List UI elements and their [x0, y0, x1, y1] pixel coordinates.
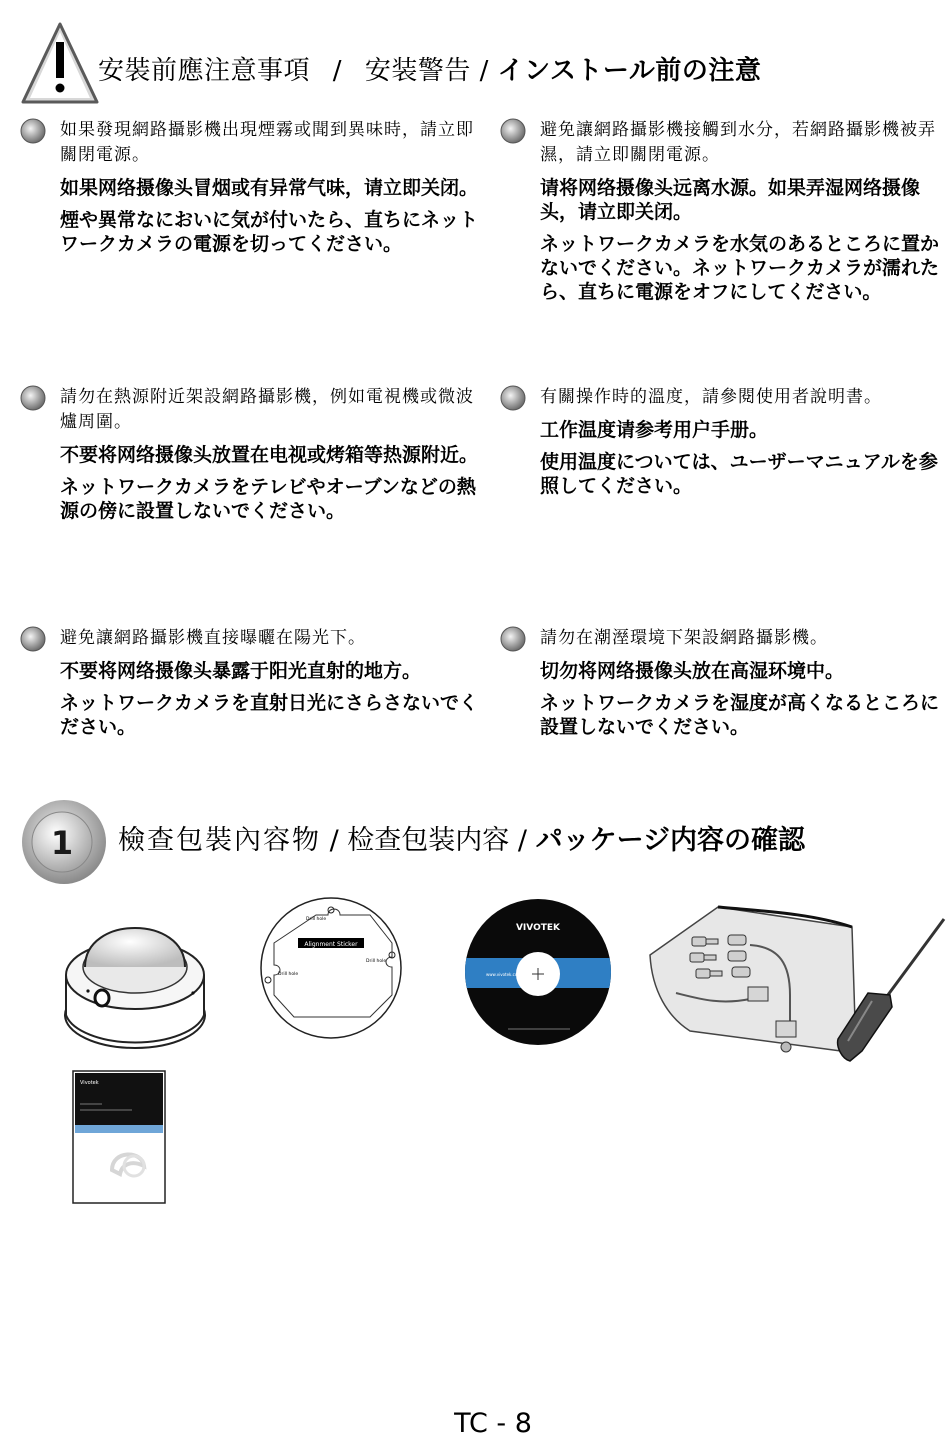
caution-text-jp: ネットワークカメラを直射日光にさらさないでください。 — [60, 692, 479, 738]
caution-temperature — [540, 385, 950, 498]
caution-text-tc: 如果發現網路攝影機出現煙霧或聞到異味時，請立即關閉電源。 — [60, 120, 474, 165]
caution-humidity — [540, 626, 950, 739]
drill-hole-label: Drill hole — [278, 972, 299, 977]
caution-sunlight — [60, 626, 480, 739]
section-title: 檢查包裝內容物 / 检查包装内容 / パッケージ内容の確認 — [118, 825, 806, 856]
step-number: 1 — [50, 824, 74, 862]
step-badge — [20, 798, 108, 886]
guide-brand: Vivotek — [80, 1080, 99, 1086]
bullet-icon — [18, 116, 48, 146]
caution-text-tc: 請勿在潮溼環境下架設網路攝影機。 — [540, 628, 828, 648]
quick-guide-image — [72, 1070, 168, 1206]
caution-text-sc: 工作温度请参考用户手册。 — [540, 419, 769, 441]
caution-text-jp: ネットワークカメラをテレビやオーブンなどの熱源の傍に設置しないでください。 — [60, 476, 476, 522]
software-cd-image — [464, 898, 612, 1046]
caution-text-sc: 如果网络摄像头冒烟或有异常气味，请立即关闭。 — [60, 177, 479, 199]
bullet-icon — [498, 116, 528, 146]
caution-text-sc: 切勿将网络摄像头放在高湿环境中。 — [540, 660, 845, 682]
caution-text-tc: 有關操作時的溫度，請參閱使用者說明書。 — [540, 387, 882, 407]
caution-text-sc: 不要将网络摄像头暴露于阳光直射的地方。 — [60, 660, 422, 682]
caution-heat — [60, 385, 480, 523]
bullet-icon — [18, 624, 48, 654]
caution-smoke — [60, 118, 480, 256]
drill-hole-label: Drill hole — [366, 959, 387, 964]
screwdriver-image — [832, 915, 948, 1063]
caution-text-jp: ネットワークカメラを湿度が高くなるところに設置しないでください。 — [540, 692, 940, 738]
bullet-icon — [18, 383, 48, 413]
bullet-icon — [498, 383, 528, 413]
caution-text-jp: ネットワークカメラを水気のあるところに置かないでください。ネットワークカメラが濡れたら、直ちに電源をオフにしてください。 — [540, 233, 940, 303]
cd-brand: VIVOTEK — [515, 923, 561, 933]
caution-text-tc: 請勿在熱源附近架設網路攝影機，例如電視機或微波爐周圍。 — [60, 387, 474, 432]
alignment-sticker-image — [258, 895, 404, 1041]
caution-text-tc: 避免讓網路攝影機接觸到水分，若網路攝影機被弄濕，請立即關閉電源。 — [540, 120, 936, 165]
bullet-icon — [498, 624, 528, 654]
cd-url: www.vivotek.com — [486, 972, 522, 977]
caution-text-jp: 煙や異常なにおいに気が付いたら、直ちにネットワークカメラの電源を切ってください。 — [60, 209, 479, 255]
drill-hole-label: Drill hole — [306, 917, 327, 922]
caution-text-jp: 使用温度については、ユーザーマニュアルを参照してください。 — [540, 451, 938, 497]
warning-title: 安裝前應注意事項 / 安装警告 / インストール前の注意 — [98, 56, 762, 86]
page-number: TC - 8 — [454, 1408, 532, 1439]
accessory-bag-image — [640, 895, 862, 1065]
caution-text-tc: 避免讓網路攝影機直接曝曬在陽光下。 — [60, 628, 366, 648]
caution-text-sc: 不要将网络摄像头放置在电视或烤箱等热源附近。 — [60, 444, 479, 466]
warning-triangle-icon — [20, 20, 100, 106]
sticker-label: Alignment Sticker — [304, 941, 358, 948]
caution-text-sc: 请将网络摄像头远离水源。如果弄湿网络摄像头，请立即关闭。 — [540, 177, 921, 223]
dome-camera-image — [60, 895, 210, 1055]
caution-water — [540, 118, 950, 304]
